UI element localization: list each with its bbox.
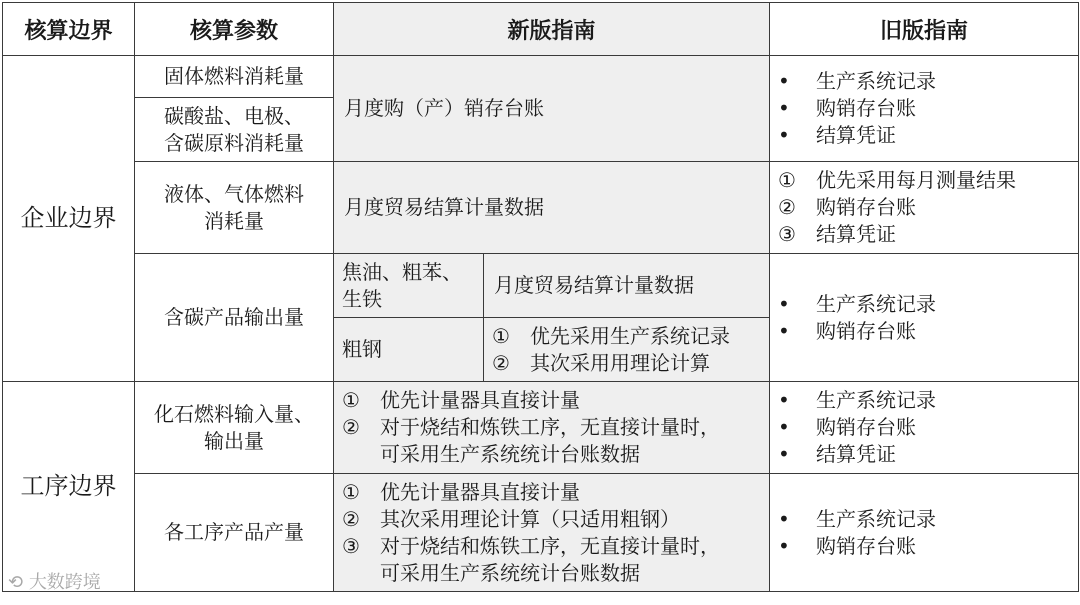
list-item: ② 购销存台账 [778,195,916,219]
watermark-logo-icon: ⟲ [8,572,29,593]
group-process: 工序边界 [3,382,135,592]
list-item: ② 其次采用理论计算（只适用粗钢） [342,506,680,531]
old-guide-cell [770,162,1079,254]
old-guide-cell [770,382,1079,474]
new-guide-cell: 月度贸易结算计量数据 [334,162,770,254]
header-param: 核算参数 [135,3,334,56]
old-guide-cell [770,474,1079,592]
comparison-table [2,2,1079,592]
list-item: ③ 对于烧结和炼铁工序，无直接计量时， [342,533,720,558]
table-row [3,474,1079,592]
list-item: • 结算凭证 [778,123,896,147]
header-row [3,3,1079,56]
new-guide-cell: 月度购（产）销存台账 [334,56,770,162]
list-item: • 结算凭证 [778,442,896,466]
list-item: • 生产系统记录 [778,291,936,316]
list-item: • 购销存台账 [778,96,916,120]
new-guide-cell [334,382,770,474]
param-cell: 固体燃料消耗量 [135,56,334,98]
header-boundary: 核算边界 [3,3,135,56]
group-enterprise: 企业边界 [3,56,135,382]
param-cell: 碳酸盐、电极、 含碳原料消耗量 [135,98,334,162]
sub-param-cell: 粗钢 [334,318,484,382]
list-item: ② 对于烧结和炼铁工序，无直接计量时， [342,415,720,439]
list-item: • 购销存台账 [778,318,916,343]
param-cell: 化石燃料输入量、 输出量 [135,382,334,474]
header-old-guide: 旧版指南 [770,3,1079,56]
new-guide-cell [334,474,770,592]
watermark: ⟲ 大数跨境 [8,572,101,593]
param-cell: 各工序产品产量 [135,474,334,592]
sub-param-cell: 焦油、粗苯、 生铁 [334,254,484,318]
list-item: ① 优先采用每月测量结果 [778,168,1016,192]
list-item: 可采用生产系统统计台账数据 [380,560,640,585]
list-item: • 购销存台账 [778,533,916,558]
new-guide-cell: 月度贸易结算计量数据 [484,254,770,318]
param-cell: 液体、气体燃料 消耗量 [135,162,334,254]
table-row [3,382,1079,474]
old-guide-cell [770,254,1079,382]
list-item: ③ 结算凭证 [778,222,896,246]
param-cell: 含碳产品输出量 [135,254,334,382]
list-item: ② 其次采用用理论计算 [492,350,710,375]
list-item: • 生产系统记录 [778,69,936,93]
list-item: ① 优先计量器具直接计量 [342,479,580,504]
list-item: • 生产系统记录 [778,506,936,531]
old-guide-cell [770,56,1079,162]
new-guide-cell [484,318,770,382]
list-item: ① 优先采用生产系统记录 [492,323,730,348]
table-row [3,254,1079,318]
list-item: ① 优先计量器具直接计量 [342,388,580,412]
table-row [3,56,1079,98]
list-item: • 购销存台账 [778,415,916,439]
header-new-guide: 新版指南 [334,3,770,56]
table-row [3,162,1079,254]
list-item: 可采用生产系统统计台账数据 [380,442,640,466]
list-item: • 生产系统记录 [778,388,936,412]
